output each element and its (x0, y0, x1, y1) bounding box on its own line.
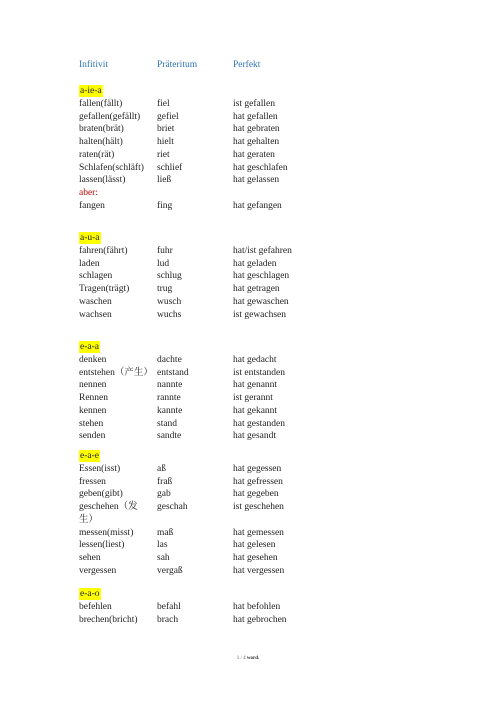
infinitive-cell: brechen(bricht) (79, 614, 138, 625)
perfekt-cell: ist geschehen (233, 502, 284, 512)
praeteritum-cell: trug (157, 284, 173, 294)
verb-row (0, 136, 496, 148)
perfekt-cell: hat gefangen (233, 200, 282, 211)
group-label: e-a-a (80, 342, 99, 352)
verb-row (0, 354, 496, 366)
infinitive-cell: Schlafen(schläft) (79, 162, 144, 173)
praeteritum-cell: brach (157, 614, 179, 625)
group-label-row (0, 588, 496, 600)
infinitive-cell: Tragen(trägt) (79, 284, 130, 294)
praeteritum-cell: gab (157, 489, 171, 500)
praeteritum-cell: schlug (157, 271, 182, 282)
praeteritum-cell: dachte (157, 354, 182, 365)
verb-row (0, 392, 496, 404)
perfekt-cell: ist entstanden (233, 367, 285, 378)
verb-row (0, 379, 496, 391)
verb-row (0, 200, 496, 212)
praeteritum-cell: ließ (157, 175, 172, 186)
verb-row (0, 476, 496, 488)
praeteritum-cell: aß (157, 463, 166, 474)
infinitive-cell: 生） (79, 514, 99, 525)
header-perfekt: Perfekt (233, 60, 261, 70)
perfekt-cell: hat gesandt (233, 431, 277, 442)
infinitive-cell: braten(brät) (79, 124, 124, 135)
perfekt-cell: hat vergessen (233, 565, 285, 576)
perfekt-cell: hat gelesen (233, 540, 276, 551)
perfekt-cell: ist gefallen (233, 98, 275, 109)
praeteritum-cell: las (157, 540, 168, 551)
group-label-row (0, 85, 496, 97)
perfekt-cell: hat gegessen (233, 463, 282, 474)
praeteritum-cell: geschah (157, 502, 188, 512)
verb-row (0, 367, 496, 379)
infinitive-cell: Essen(isst) (79, 463, 121, 474)
verb-row (0, 111, 496, 123)
praeteritum-cell: gefiel (157, 111, 179, 122)
verb-row (0, 174, 496, 186)
verb-row (0, 430, 496, 442)
praeteritum-cell: rannte (157, 393, 181, 403)
infinitive-cell: fangen (79, 200, 105, 211)
perfekt-cell: hat gefressen (233, 476, 283, 487)
infinitive-cell: stehen (79, 418, 104, 429)
header-praeteritum: Präteritum (157, 60, 198, 70)
infinitive-cell: lassen(lässt) (79, 175, 126, 186)
perfekt-cell: hat gebraten (233, 124, 280, 135)
verb-row (0, 418, 496, 430)
praeteritum-cell: kannte (157, 405, 183, 416)
perfekt-cell: hat befohlen (233, 601, 281, 612)
infinitive-cell: kennen (79, 405, 107, 416)
praeteritum-cell: maß (157, 527, 174, 538)
perfekt-cell: hat geschlafen (233, 162, 288, 173)
perfekt-cell: hat geschlagen (233, 271, 290, 282)
perfekt-cell: hat gekannt (233, 405, 278, 416)
praeteritum-cell: fiel (157, 98, 170, 109)
infinitive-cell: raten(rät) (79, 149, 115, 160)
group-label: a-ie-a (80, 86, 102, 96)
praeteritum-cell: wuchs (157, 309, 182, 320)
verb-row (0, 98, 496, 110)
perfekt-cell: hat geraten (233, 149, 275, 160)
infinitive-cell: vergessen (79, 565, 117, 576)
infinitive-cell: laden (79, 258, 100, 269)
perfekt-cell: hat gedacht (233, 354, 277, 365)
group-label: e-a-e (80, 451, 99, 461)
perfekt-cell: hat/ist gefahren (233, 245, 292, 256)
perfekt-cell: hat gewaschen (233, 296, 289, 307)
perfekt-cell: hat gelassen (233, 175, 280, 186)
verb-row (0, 405, 496, 417)
perfekt-cell: hat getragen (233, 284, 280, 294)
praeteritum-cell: nannte (157, 380, 183, 391)
perfekt-cell: hat gehalten (233, 137, 280, 147)
verb-row (0, 463, 496, 475)
page-number: 1 / 4 (236, 656, 246, 661)
note-row (0, 187, 496, 199)
infinitive-cell: Rennen (79, 393, 109, 403)
group-label: e-a-o (80, 589, 100, 599)
infinitive-cell: halten(hält) (79, 137, 123, 147)
word-logo: word. (246, 656, 260, 661)
praeteritum-cell: befahl (157, 601, 181, 612)
perfekt-cell: hat gefallen (233, 111, 278, 122)
infinitive-cell: schlagen (79, 271, 113, 282)
infinitive-cell: fressen (79, 476, 106, 487)
infinitive-cell: denken (79, 354, 107, 365)
praeteritum-cell: wusch (157, 296, 182, 307)
verb-row (0, 514, 496, 526)
perfekt-cell: ist gerannt (233, 393, 273, 403)
verb-row (0, 149, 496, 161)
praeteritum-cell: fing (157, 200, 173, 211)
verb-row (0, 539, 496, 551)
infinitive-cell: nennen (79, 380, 107, 391)
verb-row (0, 123, 496, 135)
praeteritum-cell: briet (157, 124, 175, 135)
infinitive-cell: senden (79, 431, 106, 442)
verb-row (0, 601, 496, 613)
infinitive-cell: messen(misst) (79, 527, 134, 538)
praeteritum-cell: lud (157, 258, 170, 269)
verb-row (0, 162, 496, 174)
perfekt-cell: hat gestanden (233, 418, 285, 429)
verb-row (0, 552, 496, 564)
praeteritum-cell: stand (157, 418, 178, 429)
praeteritum-cell: fraß (157, 476, 173, 487)
verb-row (0, 488, 496, 500)
aber-note: aber: (79, 188, 98, 198)
group-label-row (0, 341, 496, 353)
praeteritum-cell: sah (157, 553, 170, 563)
praeteritum-cell: sandte (157, 431, 182, 442)
infinitive-cell: geben(gibt) (79, 489, 123, 500)
perfekt-cell: hat geladen (233, 258, 277, 269)
infinitive-cell: befehlen (79, 601, 112, 612)
praeteritum-cell: fuhr (157, 245, 173, 256)
perfekt-cell: ist gewachsen (233, 309, 287, 320)
infinitive-cell: lessen(liest) (79, 540, 125, 551)
infinitive-cell: waschen (79, 296, 112, 307)
verb-row (0, 283, 496, 295)
perfekt-cell: hat gegeben (233, 489, 279, 500)
verb-row (0, 296, 496, 308)
infinitive-cell: entstehen（产生） (79, 367, 153, 378)
praeteritum-cell: hielt (157, 137, 174, 147)
infinitive-cell: wachsen (79, 309, 112, 320)
group-label-row (0, 450, 496, 462)
verb-row (0, 614, 496, 626)
header-infinitive: Infitivit (79, 60, 109, 70)
group-label: a-u-a (80, 233, 100, 243)
perfekt-cell: hat genannt (233, 380, 278, 391)
perfekt-cell: hat gesehen (233, 553, 278, 563)
praeteritum-cell: riet (157, 149, 170, 160)
page-footer (0, 656, 496, 661)
verb-row (0, 258, 496, 270)
verb-row (0, 309, 496, 321)
perfekt-cell: hat gebrochen (233, 614, 287, 625)
infinitive-cell: sehen (79, 553, 101, 563)
infinitive-cell: gefallen(gefällt) (79, 111, 141, 122)
praeteritum-cell: schlief (157, 162, 183, 173)
verb-row (0, 565, 496, 577)
perfekt-cell: hat gemessen (233, 527, 284, 538)
verb-row (0, 527, 496, 539)
verb-row (0, 270, 496, 282)
verb-row (0, 245, 496, 257)
group-label-row (0, 232, 496, 244)
infinitive-cell: fallen(fällt) (79, 98, 123, 109)
praeteritum-cell: vergaß (157, 565, 183, 576)
infinitive-cell: geschehen（发 (79, 502, 138, 512)
infinitive-cell: fahren(fährt) (79, 245, 128, 256)
praeteritum-cell: entstand (157, 367, 189, 378)
verb-row (0, 501, 496, 513)
